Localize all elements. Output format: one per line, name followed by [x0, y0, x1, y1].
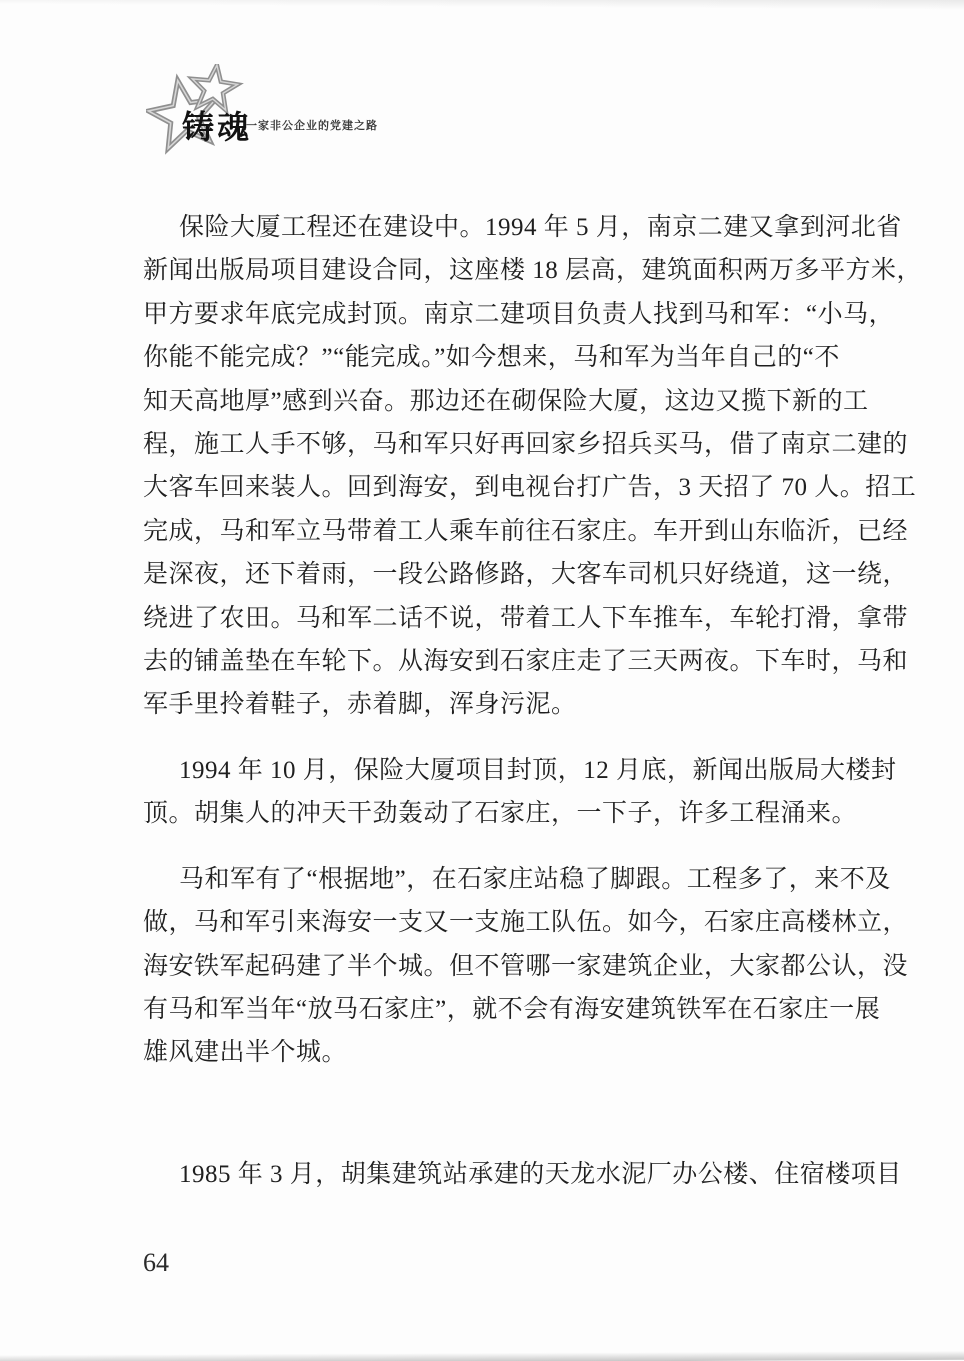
- text-line: 大客车回来装人。回到海安，到电视台打广告，3 天招了 70 人。招工: [143, 474, 917, 502]
- text-line: 绕进了农田。马和军二话不说，带着工人下车推车，车轮打滑，拿带: [143, 604, 909, 632]
- text-line: 军手里拎着鞋子，赤着脚，浑身污泥。: [143, 691, 577, 719]
- text-line: 知天高地厚”感到兴奋。那边还在砌保险大厦，这边又揽下新的工: [143, 387, 869, 415]
- page-number: 64: [143, 1248, 169, 1277]
- logo-subtitle: 一家非公企业的党建之路: [246, 120, 378, 132]
- paragraph-3: [143, 858, 909, 1075]
- text-line: 是深夜，还下着雨，一段公路修路，大客车司机只好绕道，这一绕，: [143, 561, 909, 589]
- text-line: 保险大厦工程还在建设中。1994 年 5 月，南京二建又拿到河北省: [179, 214, 902, 241]
- text-line: 程，施工人手不够，马和军只好再回家乡招兵买马，借了南京二建的: [143, 431, 909, 459]
- paragraph-1: [143, 206, 923, 727]
- text-line: 1985 年 3 月，胡集建筑站承建的天龙水泥厂办公楼、住宿楼项目: [179, 1160, 902, 1188]
- text-line: 1994 年 10 月，保险大厦项目封顶，12 月底，新闻出版局大楼封: [179, 756, 897, 784]
- text-line: 马和军有了“根据地”，在石家庄站稳了脚跟。工程多了，来不及: [179, 865, 891, 893]
- text-line: 有马和军当年“放马石家庄”，就不会有海安建筑铁军在石家庄一展: [143, 995, 881, 1023]
- text-line: 甲方要求年底完成封顶。南京二建项目负责人找到马和军：“小马，: [143, 300, 895, 328]
- text-line: 去的铺盖垫在车轮下。从海安到石家庄走了三天两夜。下车时，马和: [143, 648, 909, 676]
- logo-title: 铸魂: [182, 109, 253, 145]
- text-line: 做，马和军引来海安一支又一支施工队伍。如今，石家庄高楼林立，: [143, 909, 909, 937]
- scan-edge-top: [0, 0, 964, 10]
- paragraph-4: [143, 1153, 902, 1196]
- text-line: 雄风建出半个城。: [143, 1039, 348, 1067]
- text-line: 你能不能完成？”“能完成。”如今想来，马和军为当年自己的“不: [143, 344, 840, 372]
- text-line: 海安铁军起码建了半个城。但不管哪一家建筑企业，大家都公认，没: [143, 952, 909, 980]
- scan-edge-bottom: [0, 1351, 964, 1361]
- text-line: 顶。胡集人的冲天干劲轰动了石家庄，一下子，许多工程涌来。: [143, 800, 858, 828]
- text-line: 新闻出版局项目建设合同，这座楼 18 层高，建筑面积两万多平方米，: [143, 257, 923, 285]
- paragraph-2: [143, 749, 897, 836]
- body-text: [143, 206, 923, 1196]
- chapter-header-logo: [146, 64, 606, 159]
- text-line: 完成，马和军立马带着工人乘车前往石家庄。车开到山东临沂，已经: [143, 517, 909, 545]
